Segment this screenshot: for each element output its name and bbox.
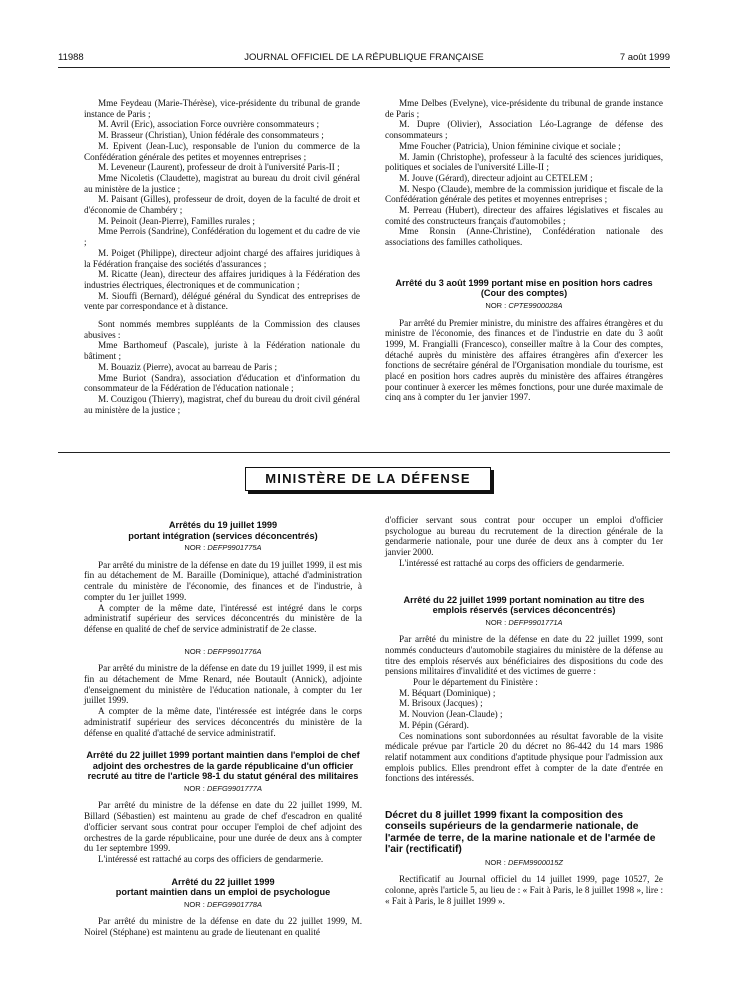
bottom-left-column	[84, 520, 362, 938]
arrete-text: Par arrêté du ministre de la défense en date du 22 juillet 1999, sont nommés conducteurs d'automobile stagiaires du ministère de la défense au titre des emplois réservés aux bénéficiaires des dispositions du code des pensions militaires d'invalidité et des victimes de guerre :	[385, 634, 663, 677]
appointee-name: M. Pépin (Gérard).	[399, 719, 469, 730]
member-entry: Mme Nicoletis (Claudette), magistrat au bureau du droit civil général au ministère de la justice ;	[84, 172, 360, 194]
nor-reference: NOR : DEFG9901777A	[184, 783, 262, 793]
nor-reference: NOR : DEFM9900015Z	[485, 857, 563, 867]
arrete-title: Arrêté du 22 juillet 1999 portant maintien dans l'emploi de chef adjoint des orchestres de la garde républicaine d'un officier recruté au titre de l'article 98-1 du statut général des militaires	[86, 750, 360, 782]
member-entry: Mme Foucher (Patricia), Union féminine civique et sociale ;	[399, 140, 621, 151]
issue-date: 7 août 1999	[619, 52, 670, 63]
department-line: Pour le département du Finistère :	[413, 677, 538, 688]
top-left-column	[84, 98, 360, 415]
arrete-text: L'intéressé est rattaché au corps des officiers de gendarmerie.	[98, 853, 324, 864]
ministry-heading: MINISTÈRE DE LA DÉFENSE	[245, 467, 491, 491]
arrete-text: Par arrêté du Premier ministre, du ministre des affaires étrangères et du ministre de l'économie, des finances et de l'industrie en date du 3 août 1999, M. Frangialli (Francesco), conseiller maître à la Cour des comptes, détaché auprès du ministère des affaires étrangères afin d'exercer les fonctions de secrétaire général de l'Organisation mondiale du tourisme, est placé en position hors cadres auprès du ministère des affaires étrangères pour continuer à exercer les mêmes fonctions, pour une durée maximale de cinq ans à compter du 1er janvier 1997.	[385, 317, 663, 403]
nor-reference: NOR : DEFP9901775A	[184, 543, 262, 552]
top-right-column	[385, 98, 663, 403]
member-entry: M. Avril (Eric), association Force ouvrière consommateurs ;	[98, 119, 320, 130]
arrete-text: A compter de la même date, l'intéressé est intégré dans le corps administratif supérieur des services déconcentrés du ministère de la défense en qualité de chef de service administratif de 2e classe.	[84, 602, 362, 634]
member-entry: M. Poiget (Philippe), directeur adjoint chargé des affaires juridiques à la Fédération française des sociétés d'assurances ;	[84, 247, 360, 269]
nor-code: CPTE9900028A	[508, 300, 563, 310]
member-entry: M. Bouaziz (Pierre), avocat au barreau de Paris ;	[98, 361, 278, 372]
arrete-text: Ces nominations sont subordonnées au résultat favorable de la visite médicale prévue par l'article 20 du décret no 86-442 du 14 mars 1986 relatif notamment aux conditions d'aptitude physique pour l'admission aux emplois publics. Elles prendront effet à compter de la date d'entrée en fonctions des intéressés.	[385, 730, 663, 784]
arrete-title: portant maintien dans un emploi de psychologue	[115, 887, 331, 898]
header-rule	[58, 67, 670, 68]
member-entry: M. Perreau (Hubert), directeur des affaires législatives et fiscales au comité des constructeurs français d'automobiles ;	[385, 205, 663, 226]
member-entry: M. Couzigou (Thierry), magistrat, chef du bureau du droit civil général au ministère de la justice ;	[84, 393, 360, 415]
member-entry: M. Paisant (Gilles), professeur de droit, doyen de la faculté de droit et d'économie de Chambéry ;	[84, 194, 360, 216]
arrete-title: Arrêté du 22 juillet 1999	[171, 876, 275, 887]
member-entry: Mme Ronsin (Anne-Christine), Confédération nationale des associations des familles catholiques.	[385, 226, 663, 248]
arrete-title: Arrêté du 3 août 1999 portant mise en position hors cadres (Cour des comptes)	[395, 277, 653, 299]
arrete-text: Par arrêté du ministre de la défense en date du 19 juillet 1999, il est mis fin au détachement de Mme Renard, née Boutault (Annick), adjointe d'enseignement du ministère de l'éducation nationale, à compter du 1er juillet 1999.	[84, 663, 362, 706]
member-entry: M. Brasseur (Christian), Union fédérale des consommateurs ;	[98, 130, 324, 141]
nor-reference: NOR : DEFG9901778A	[184, 899, 262, 909]
appointee-name: M. Brisoux (Jacques) ;	[399, 698, 483, 709]
arrete-title: Arrêté du 22 juillet 1999 portant nomination au titre des emplois réservés (services déconcentrés)	[403, 594, 645, 616]
section-rule	[58, 452, 670, 453]
nor-reference: NOR : DEFP9901771A	[485, 617, 563, 627]
member-entry: Mme Barthomeuf (Pascale), juriste à la Fédération nationale du bâtiment ;	[84, 340, 360, 362]
member-entry: Mme Buriot (Sandra), association d'éducation et d'information du consommateur de la Fédération de l'éducation nationale ;	[84, 372, 360, 394]
decree-text: Rectificatif au Journal officiel du 14 juillet 1999, page 10527, 2e colonne, après l'article 5, au lieu de : « Fait à Paris, le 8 juillet 1998 », lire : « Fait à Paris, le 8 juillet 1999 ».	[385, 874, 663, 906]
member-entry: M. Epivent (Jean-Luc), responsable de l'union du commerce de la Confédération générale des petites et moyennes entreprises ;	[84, 140, 360, 162]
arrete-title: portant intégration (services déconcentrés)	[128, 530, 318, 541]
page-number: 11988	[58, 52, 84, 63]
member-entry: M. Dupre (Olivier), Association Léo-Lagrange de défense des consommateurs ;	[385, 119, 663, 141]
arrete-text: L'intéressé est rattaché au corps des officiers de gendarmerie.	[399, 557, 625, 568]
arrete-text: Par arrêté du ministre de la défense en date du 22 juillet 1999, M. Noirel (Stéphane) est maintenu au grade de lieutenant en qualité	[84, 916, 362, 938]
arrete-title: Arrêtés du 19 juillet 1999	[168, 520, 278, 530]
member-entry: Mme Perrois (Sandrine), Confédération du logement et du cadre de vie ;	[84, 226, 360, 248]
arrete-text: A compter de la même date, l'intéressée est intégrée dans le corps administratif supérieur des services déconcentrés du ministère de la défense en qualité d'attaché de service administratif.	[84, 706, 362, 738]
page-header	[58, 52, 670, 66]
member-entry: M. Jamin (Christophe), professeur à la faculté des sciences juridiques, politiques et sociales de l'université Lille-II ;	[385, 151, 663, 173]
member-entry: M. Ricatte (Jean), directeur des affaires juridiques à la Fédération des industries électriques, électroniques et de communication ;	[84, 269, 360, 290]
member-entry: M. Nespo (Claude), membre de la commission juridique et fiscale de la Confédération générale des petites et moyennes entreprises ;	[385, 183, 663, 205]
substitutes-intro: Sont nommés membres suppléants de la Commission des clauses abusives :	[84, 319, 360, 340]
appointee-name: M. Béquart (Dominique) ;	[399, 687, 496, 698]
nor-reference: NOR : DEFP9901776A	[184, 646, 262, 656]
nor-reference: NOR : CPTE9900028A	[485, 300, 563, 310]
arrete-text: Par arrêté du ministre de la défense en date du 19 juillet 1999, il est mis fin au détachement de M. Baraille (Dominique), attaché d'administration centrale du ministère de l'économie, des finances et de l'industrie, à compter du 1er juillet 1999.	[84, 559, 362, 602]
arrete-text: Par arrêté du ministre de la défense en date du 22 juillet 1999, M. Billard (Sébastien) est maintenu au grade de chef d'escadron en qualité d'officier servant sous contrat pour occuper l'emploi de chef adjoint des orchestres de la garde républicaine, pour une durée de deux ans à compter du 1er septembre 1999.	[84, 800, 362, 854]
member-entry: Mme Feydeau (Marie-Thérèse), vice-présidente du tribunal de grande instance de Paris ;	[84, 98, 360, 119]
member-entry: M. Leveneur (Laurent), professeur de droit à l'université Paris-II ;	[98, 162, 340, 173]
arrete-text: d'officier servant sous contrat pour occuper un emploi d'officier psychologue au bureau du recrutement de la direction générale de la gendarmerie nationale, pour une durée de deux ans à compter du 1er janvier 2000.	[385, 515, 663, 558]
appointee-name: M. Nouvion (Jean-Claude) ;	[399, 709, 503, 720]
decree-title: Décret du 8 juillet 1999 fixant la composition des conseils supérieurs de la gendarmerie nationale, de l'armée de terre, de la marine nationale et de l'armée de l'air (rectificatif)	[385, 810, 656, 856]
bottom-right-column	[385, 515, 663, 907]
member-entry: M. Siouffi (Bernard), délégué général du Syndicat des entreprises de vente par correspondance et à distance.	[84, 290, 360, 312]
journal-title: JOURNAL OFFICIEL DE LA RÉPUBLIQUE FRANÇAISE	[244, 52, 484, 63]
member-entry: M. Jouve (Gérard), directeur adjoint au CETELEM ;	[399, 172, 593, 183]
member-entry: Mme Delbes (Evelyne), vice-présidente du tribunal de grande instance de Paris ;	[385, 98, 663, 119]
member-entry: M. Peinoit (Jean-Pierre), Familles rurales ;	[98, 215, 255, 226]
